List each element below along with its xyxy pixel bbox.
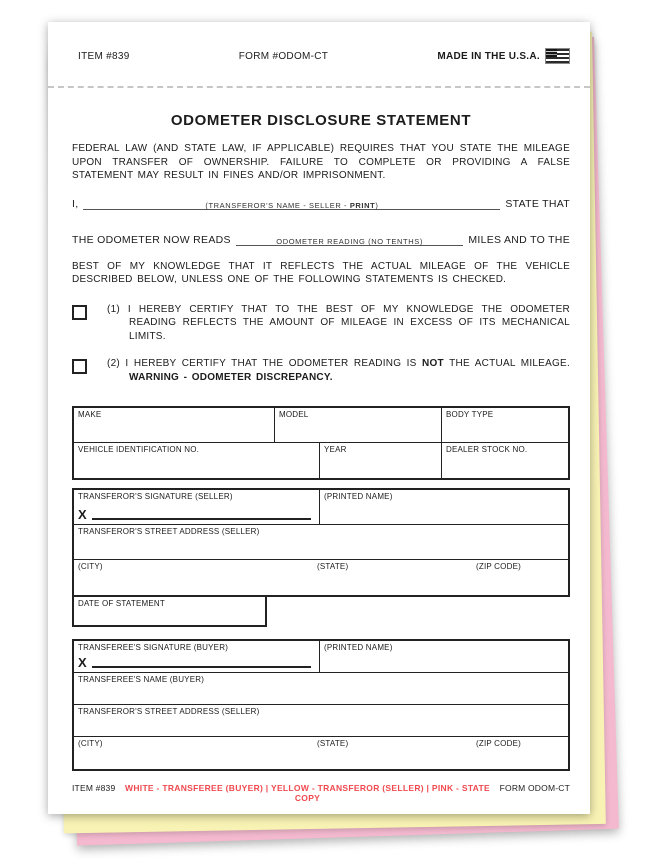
form-header [48,22,590,66]
transferor-name-caption: (TRANSFEROR'S NAME - SELLER - PRINT) [205,200,379,210]
statement-1 [72,303,570,344]
statement-2-text: (2) I HEREBY CERTIFY THAT THE ODOMETER READING IS NOT THE ACTUAL MILEAGE. WARNING - ODOMETER DISCREPANCY. [107,358,570,383]
statement-2 [72,357,570,384]
transferee-name-field[interactable]: TRANSFEREE'S NAME (BUYER) [78,675,205,684]
state-label: (STATE) [317,739,349,748]
statement-1-text: (1) I HEREBY CERTIFY THAT TO THE BEST OF MY KNOWLEDGE THE ODOMETER READING REFLECTS THE AMOUNT OF MILEAGE IN EXCESS OF ITS MECHANICAL LIMITS. [107,303,570,342]
dealer-stock-field[interactable]: DEALER STOCK NO. [446,445,528,454]
page-title: ODOMETER DISCLOSURE STATEMENT [170,112,472,129]
transferor-city-state-zip-row[interactable] [74,560,568,595]
transferee-printed-name-field[interactable]: (PRINTED NAME) [324,643,393,652]
make-field[interactable]: MAKE [74,408,275,442]
city-label: (CITY) [78,739,103,748]
declaration-prefix: I, [72,197,79,210]
transferor-signature-cell[interactable] [74,490,320,524]
odometer-suffix: MILES AND TO THE [468,233,570,246]
federal-law-notice: FEDERAL LAW (AND STATE LAW, IF APPLICABLE) REQUIRES THAT YOU STATE THE MILEAGE UPON TRANSFER OF OWNERSHIP. FAILURE TO COMPLETE OR PROVIDING A FALSE STATEMENT MAY RESULT IN FINES AND/OR IMPRISONMENT. [72,143,570,181]
body-type-field[interactable]: BODY TYPE [446,410,494,419]
transferor-name-field[interactable] [83,198,500,210]
copy-distribution-legend: WHITE - TRANSFEREE (BUYER) | YELLOW - TRANSFEROR (SELLER) | PINK - STATE COPY [125,783,490,803]
odometer-reading-field[interactable] [236,234,463,246]
odometer-row [72,234,570,246]
vin-field[interactable]: VEHICLE IDENTIFICATION NO. [74,443,320,478]
odometer-prefix: THE ODOMETER NOW READS [72,233,231,246]
odometer-discrepancy-warning: WARNING - ODOMETER DISCREPANCY. [129,371,333,383]
model-field[interactable]: MODEL [275,408,442,442]
form-sheet [48,22,590,814]
transferee-city-state-zip-row[interactable] [74,737,568,769]
statement-1-checkbox[interactable] [72,305,87,320]
transferor-table [72,488,570,597]
transferor-printed-name-field[interactable]: (PRINTED NAME) [324,492,393,501]
form-number: FORM #ODOM-CT [238,50,329,62]
state-label: (STATE) [317,562,349,571]
x-mark: X [78,655,87,670]
date-of-statement-field[interactable]: DATE OF STATEMENT [72,597,267,627]
made-in-usa: MADE IN THE U.S.A. [437,48,570,64]
mileage-statement: BEST OF MY KNOWLEDGE THAT IT REFLECTS THE ACTUAL MILEAGE OF THE VEHICLE DESCRIBED BELOW, UNLESS ONE OF THE FOLLOWING STATEMENTS IS CHECKED. [72,260,570,285]
transferor-signature-line[interactable] [92,510,311,520]
transferor-signature-label: TRANSFEROR'S SIGNATURE (SELLER) [78,492,233,501]
zip-label: (ZIP CODE) [476,562,521,571]
footer-item-number: ITEM #839 [72,783,116,793]
transferee-table [72,639,570,771]
year-field[interactable]: YEAR [320,443,442,478]
transferor-street-field[interactable]: TRANSFEROR'S STREET ADDRESS (SELLER) [78,527,260,536]
declaration-suffix: STATE THAT [505,197,570,210]
city-label: (CITY) [78,562,103,571]
transferee-signature-cell[interactable] [74,641,320,672]
footer-form-number: FORM ODOM-CT [499,783,570,793]
transferee-street-field[interactable]: TRANSFEROR'S STREET ADDRESS (SELLER) [78,707,260,716]
vehicle-table [72,406,570,480]
item-number: ITEM #839 [78,50,130,62]
us-flag-icon [545,48,570,64]
statement-2-checkbox[interactable] [72,359,87,374]
odometer-reading-caption: ODOMETER READING (NO TENTHS) [276,236,423,246]
declaration-row [72,198,570,210]
perforation-line [48,86,590,88]
transferee-signature-label: TRANSFEREE'S SIGNATURE (BUYER) [78,643,229,652]
transferee-signature-line[interactable] [92,658,311,668]
form-footer [72,783,570,803]
x-mark: X [78,507,87,522]
zip-label: (ZIP CODE) [476,739,521,748]
